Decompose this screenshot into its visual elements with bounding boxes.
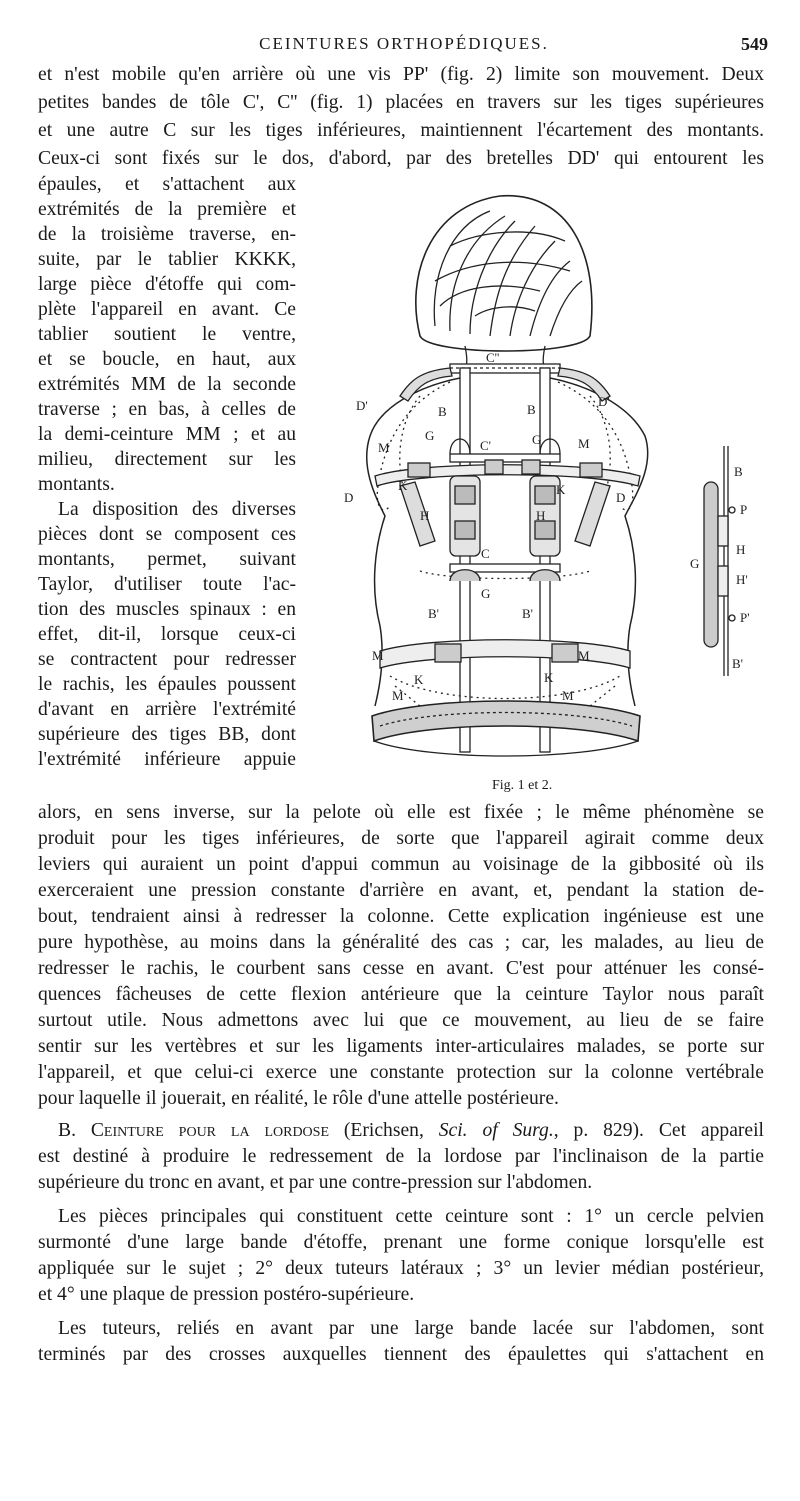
fig1-back-view	[367, 196, 648, 756]
text-line: pure hypothèse, au moins dans la généralité des cas ; car, les malades, au lieu de	[38, 932, 764, 953]
text-line: et une autre C sur les tiges inférieures, maintiennent l'écartement des montants.	[38, 120, 764, 141]
text-line: épaules, et s'attachent aux	[38, 174, 296, 195]
text-line: exerceraient une pression constante d'arrière en avant, et, pendant la station de-	[38, 880, 764, 901]
label-c: C	[481, 546, 490, 561]
label-b-low-left: B'	[428, 606, 440, 621]
label-h-left: H	[420, 508, 430, 523]
line-rest: Cet appareil	[643, 1120, 764, 1141]
text-line: supérieure des tiges BB, dont	[38, 724, 296, 745]
section-heading: Ceinture pour la lordose	[90, 1120, 329, 1141]
label-b-left: B	[438, 404, 447, 419]
figure-caption: Fig. 1 et 2.	[492, 778, 553, 793]
text-line: montants.	[38, 474, 115, 495]
citation-close: , p. 829).	[553, 1120, 644, 1141]
text-line: produit pour les tiges inférieures, de sorte que l'appareil agirait comme deux	[38, 828, 764, 849]
text-line: petites bandes de tôle C', C'' (fig. 1) placées en travers sur les tiges supérieures	[38, 92, 764, 113]
label-c2: C''	[486, 350, 500, 365]
running-head	[40, 32, 768, 56]
text-line: surmonté d'une large bande d'étoffe, prenant une forme conique lorsqu'elle est	[38, 1232, 764, 1253]
label-m-right: M	[578, 436, 590, 451]
text-line: traverse ; en bas, à celles de	[38, 399, 296, 420]
text-line: redresser le rachis, le courbent sans cesse en avant. C'est pour atténuer les consé-	[38, 958, 764, 979]
label-d-far-right: D	[616, 490, 626, 505]
section-b-heading-line	[38, 1118, 764, 1144]
text-line: Les tuteurs, reliés en avant par une large bande lacée sur l'abdomen, sont	[58, 1318, 764, 1339]
running-title: CEINTURES ORTHOPÉDIQUES.	[259, 34, 549, 53]
label-fig2-g: G	[690, 556, 700, 571]
text-line: montants, permet, suivant	[38, 549, 296, 570]
hair-drawing	[416, 196, 592, 351]
label-fig2-b2: B'	[732, 656, 744, 671]
text-line: d'avant en arrière l'extrémité	[38, 699, 296, 720]
citation-open: (Erichsen,	[329, 1120, 439, 1141]
label-fig2-p2: P'	[740, 610, 750, 625]
text-line: Ceux-ci sont fixés sur le dos, d'abord, par des bretelles DD' qui entourent les	[38, 148, 764, 169]
text-line: tablier soutient le ventre,	[38, 324, 296, 345]
text-line: Les pièces principales qui constituent cette ceinture sont : 1° un cercle pelvien	[58, 1206, 764, 1227]
text-line: plète l'appareil en avant. Ce	[38, 299, 296, 320]
text-line: extrémités de la première et	[38, 199, 296, 220]
label-fig2-p: P	[740, 502, 748, 517]
text-line: surtout utile. Nous admettons avec lui que ce mouvement, au lieu de se faire	[38, 1010, 764, 1031]
label-g-right: G	[532, 432, 542, 447]
label-k-left: K	[398, 478, 408, 493]
label-fig2-b: B	[734, 464, 743, 479]
text-line: de la troisième traverse, en-	[38, 224, 296, 245]
text-line: effet, dit-il, lorsque ceux-ci	[38, 624, 296, 645]
label-d-far-left: D	[344, 490, 354, 505]
text-line: leviers qui auraient un point d'appui commun au voisinage de la gibbosité où ils	[38, 854, 764, 875]
label-m-left: M	[378, 440, 390, 455]
label-fig2-h: H	[736, 542, 746, 557]
text-line: la demi-ceinture MM ; et au	[38, 424, 296, 445]
page-number: 549	[741, 34, 768, 54]
text-line: Taylor, d'utiliser toute l'ac-	[38, 574, 296, 595]
text-line: l'appareil, et que celui-ci exerce une constante protection sur la colonne vertébrale	[38, 1062, 764, 1083]
text-line: suite, par le tablier KKKK,	[38, 249, 296, 270]
label-k-low-right: K	[544, 670, 554, 685]
citation-title: Sci. of Surg.	[438, 1120, 554, 1141]
corset-figure	[300, 186, 780, 806]
text-line: le rachis, les épaules poussent	[38, 674, 296, 695]
label-k-low-left: K	[414, 672, 424, 687]
text-line: terminés par des crosses auxquelles tiennent des épaulettes qui s'attachent en	[38, 1344, 764, 1365]
text-line: pour laquelle il jouerait, en réalité, le rôle d'une attelle postérieure.	[38, 1088, 559, 1109]
text-line: supérieure du tronc en avant, et par une contre-pression sur l'abdomen.	[38, 1172, 593, 1193]
label-m-belt-left: M	[392, 688, 404, 703]
label-m-low-left: M	[372, 648, 384, 663]
label-b-right: B	[527, 402, 536, 417]
text-line: bout, tendraient ainsi à redresser la colonne. Cette explication ingénieuse est une	[38, 906, 764, 927]
label-c1: C'	[480, 438, 492, 453]
label-m-belt-right: M	[562, 688, 574, 703]
text-line: et se boucle, en haut, aux	[38, 349, 296, 370]
text-line: alors, en sens inverse, sur la pelote où elle est fixée ; le même phénomène se	[38, 802, 764, 823]
text-line: pièces dont se composent ces	[38, 524, 296, 545]
text-line: et n'est mobile qu'en arrière où une vis PP' (fig. 2) limite son mouvement. Deux	[38, 64, 764, 85]
text-line: appliquée sur le sujet ; 2° deux tuteurs latéraux ; 3° un levier médian postérieur,	[38, 1258, 764, 1279]
label-b-low-right: B'	[522, 606, 534, 621]
text-line: tion des muscles spinaux : en	[38, 599, 296, 620]
label-fig2-h2: H'	[736, 572, 748, 587]
label-h-right: H	[536, 508, 546, 523]
label-g-bottom: G	[481, 586, 491, 601]
label-d-left: D'	[356, 398, 368, 413]
text-line: sentir sur les vertèbres et sur les ligaments inter-articulaires malades, se porte sur	[38, 1036, 764, 1057]
section-letter: B.	[58, 1120, 76, 1141]
text-line: quences fâcheuses de cette flexion antérieure que la ceinture Taylor nous paraît	[38, 984, 764, 1005]
label-m-low-right: M	[578, 648, 590, 663]
text-line: large pièce d'étoffe qui com-	[38, 274, 296, 295]
label-d-right: D'	[598, 394, 610, 409]
fig2-side-rod	[704, 446, 735, 676]
text-line: extrémités MM de la seconde	[38, 374, 296, 395]
label-g-left: G	[425, 428, 435, 443]
text-line: est destiné à produire le redressement de la lordose par l'inclinaison de la partie	[38, 1146, 764, 1167]
text-line: milieu, directement sur les	[38, 449, 296, 470]
text-line: se contractent pour redresser	[38, 649, 296, 670]
text-line: l'extrémité inférieure appuie	[38, 749, 296, 770]
label-k-right: K	[556, 482, 566, 497]
text-line: et 4° une plaque de pression postéro-supérieure.	[38, 1284, 415, 1305]
text-line: La disposition des diverses	[58, 499, 296, 520]
